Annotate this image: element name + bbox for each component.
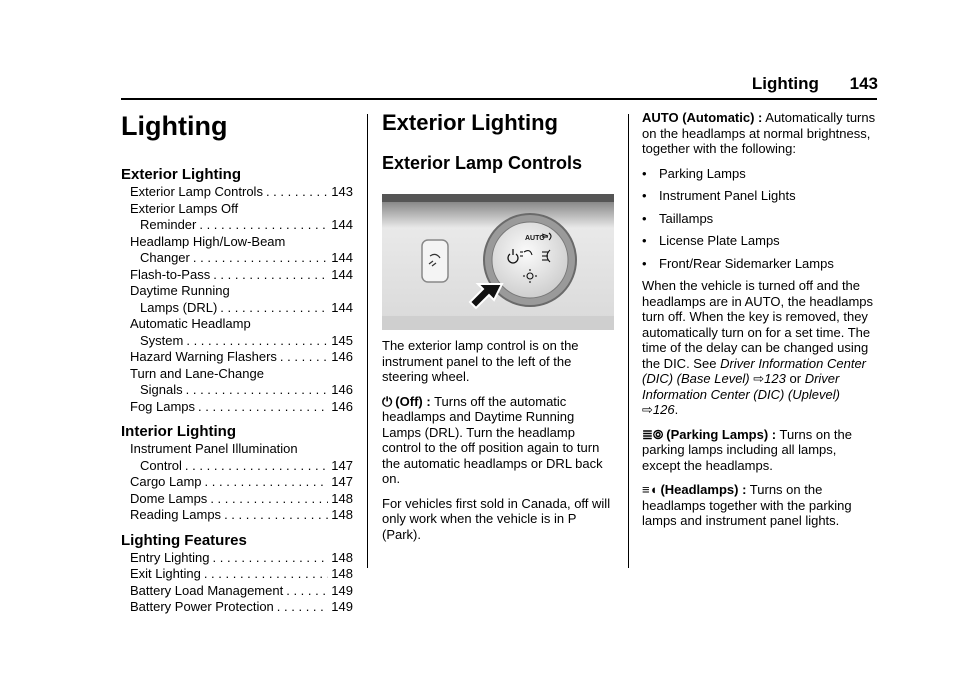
toc-leader-dots <box>286 583 328 600</box>
toc-body <box>121 166 353 616</box>
auto-text: Automatically turns on the headlamps at normal brightness, together with the following: <box>642 110 876 156</box>
canada-paragraph: For vehicles first sold in Canada, off will only work when the vehicle is in P (Park). <box>382 495 611 542</box>
bullet-text: Instrument Panel Lights <box>659 188 796 203</box>
page-header <box>726 74 878 94</box>
ref-page-126[interactable]: 126 <box>652 402 675 417</box>
toc-entry-text: Exit Lighting <box>130 566 201 581</box>
headlamps-text: Turns on the headlamps together with the parking lamps and instrument panel lights. <box>642 482 852 528</box>
power-off-symbol-icon: ⏻ <box>382 393 393 409</box>
toc-entry[interactable] <box>121 474 353 491</box>
bullet-dot: • <box>642 165 647 181</box>
toc-entry-page: 146 <box>331 398 353 414</box>
toc-entry-text: Instrument Panel Illumination <box>130 441 298 456</box>
toc-leader-dots <box>213 550 329 567</box>
section-heading: Exterior Lighting <box>382 110 558 135</box>
toc-entry-text: Exterior Lamps Off <box>130 200 239 216</box>
ref-or-text: or <box>789 371 802 386</box>
bullet-dot: • <box>642 188 647 203</box>
lamp-control-figure <box>382 194 614 330</box>
ref-page-123[interactable]: 123 <box>764 371 786 386</box>
off-paragraph <box>382 394 614 487</box>
toc-leader-dots <box>213 267 328 284</box>
header-section-title: Lighting <box>751 74 819 93</box>
bullet-item <box>642 188 878 204</box>
column-divider-1 <box>367 114 368 568</box>
toc-entry-text: Flash-to-Pass <box>130 266 211 282</box>
toc-leader-dots <box>199 217 328 234</box>
toc-entry-text: Reading Lamps <box>130 507 222 522</box>
toc-entry-text: Signals <box>140 382 183 397</box>
toc-entry[interactable] <box>121 349 353 366</box>
toc-leader-dots <box>185 458 328 475</box>
toc-entry[interactable] <box>121 550 353 567</box>
toc-entry[interactable] <box>121 491 353 508</box>
toc-entry-text: Daytime Running <box>130 283 230 298</box>
ref-link-dic-uplevel[interactable]: Driver Information Center (DIC) (Uplevel) <box>642 371 840 402</box>
toc-entry-text: Battery Power Protection <box>130 599 274 614</box>
toc-section-heading: Interior Lighting <box>121 423 236 440</box>
toc-entry-page: 148 <box>331 507 353 522</box>
toc-entry[interactable] <box>121 599 353 616</box>
ref-arrow-icon: ⇨ <box>753 371 765 386</box>
toc-entry-page: 148 <box>331 566 353 581</box>
bullet-item <box>642 211 878 227</box>
column-2 <box>382 110 614 551</box>
toc-entry-text: Exterior Lamp Controls <box>130 184 263 199</box>
toc-leader-dots <box>198 399 328 416</box>
toc-entry[interactable] <box>121 507 353 524</box>
toc-entry-page: 147 <box>331 474 353 489</box>
intro-paragraph: The exterior lamp control is on the instrument panel to the left of the steering wheel. <box>382 338 579 384</box>
toc-entry[interactable] <box>121 566 353 583</box>
header-page-number: 143 <box>849 74 878 93</box>
toc-leader-dots <box>186 382 329 399</box>
bullet-dot: • <box>642 210 647 226</box>
ref-link-dic-base[interactable]: Driver Information Center (DIC) (Base Level) <box>642 355 867 386</box>
toc-entry-page: 145 <box>331 332 353 348</box>
toc-entry-text: Fog Lamps <box>130 398 196 414</box>
header-rule <box>121 98 877 100</box>
subsection-heading: Exterior Lamp Controls <box>382 153 583 173</box>
toc-entry-page: 148 <box>331 490 353 506</box>
auto-label: AUTO (Automatic) : <box>642 110 763 125</box>
off-label: (Off) : <box>395 393 431 409</box>
toc-entry[interactable] <box>121 441 353 474</box>
parking-label: (Parking Lamps) : <box>666 426 777 442</box>
bullet-text: Front/Rear Sidemarker Lamps <box>659 255 834 271</box>
toc-entry[interactable] <box>121 283 353 316</box>
bullet-dot: • <box>642 255 647 271</box>
toc-leader-dots <box>220 300 328 317</box>
toc-leader-dots <box>205 474 329 491</box>
toc-entry-text: Entry Lighting <box>130 549 210 565</box>
turnoff-text: When the vehicle is turned off and the headlamps are in AUTO, the headlamps turn off. When the key is removed, they automatically turn on for a set time. The time of the delay can be changed using the DIC. See <box>642 278 874 371</box>
knob-auto-label: AUTO <box>525 235 545 242</box>
column-3 <box>642 110 878 538</box>
toc-entry-page: 144 <box>331 299 353 315</box>
toc-entry-page: 143 <box>331 184 353 199</box>
parking-text: Turns on the parking lamps including all lamps, except the headlamps. <box>642 426 852 473</box>
toc-entry-page: 148 <box>331 549 353 565</box>
toc-entry[interactable] <box>121 316 353 349</box>
toc-entry-text: Hazard Warning Flashers <box>130 349 277 364</box>
lamp-control-knob <box>492 222 568 298</box>
parking-lamps-symbol-icon: ≣⦾ <box>642 426 664 442</box>
toc-entry[interactable] <box>121 201 353 234</box>
toc-entry-text: Automatic Headlamp <box>130 316 251 331</box>
toc-entry[interactable] <box>121 234 353 267</box>
toc-entry-page: 149 <box>331 599 353 614</box>
toc-entry[interactable] <box>121 583 353 600</box>
toc-title: Lighting <box>121 111 228 141</box>
auto-bullet-list <box>642 166 878 272</box>
toc-entry-text: Dome Lamps <box>130 490 208 506</box>
headlamp-switch-button <box>422 240 448 282</box>
toc-section-heading: Exterior Lighting <box>121 166 241 183</box>
headlamps-label: (Headlamps) : <box>660 482 747 497</box>
toc-entry-page: 144 <box>331 250 353 265</box>
toc-leader-dots <box>193 250 328 267</box>
bullet-item <box>642 233 878 249</box>
turnoff-paragraph: When the vehicle is turned off and the headlamps are in AUTO, the headlamps turn off. When the key is removed, they automatically turn on for a set time. The time of the delay can be changed using the DIC. See Driver Information Center (DIC) (Base Level) ⇨123 or Driver Information Center (DIC) (Uplevel) ⇨126. <box>642 278 874 417</box>
toc-entry-page: 149 <box>331 582 353 598</box>
toc-leader-dots <box>210 491 328 508</box>
bullet-item <box>642 166 878 182</box>
toc-entry-page: 144 <box>331 266 353 282</box>
toc-leader-dots <box>277 599 329 616</box>
off-text: Turns off the automatic headlamps and Daytime Running Lamps (DRL). Turn the headlamp control to the off position again to turn the automatic headlamps or DRL back on. <box>382 393 603 486</box>
toc-entry-page: 144 <box>331 217 353 232</box>
toc-column <box>121 110 353 616</box>
toc-entry-page: 146 <box>331 349 353 364</box>
toc-entry[interactable] <box>121 366 353 399</box>
toc-entry-text: Control <box>140 457 182 473</box>
toc-entry-text: Lamps (DRL) <box>140 299 218 315</box>
toc-leader-dots <box>266 184 328 201</box>
toc-entry-page: 147 <box>331 457 353 473</box>
toc-entry-text: Cargo Lamp <box>130 474 202 489</box>
toc-entry[interactable] <box>121 399 353 416</box>
headlamps-symbol-icon: ≡◖ <box>642 482 658 497</box>
toc-entry-text: Turn and Lane-Change <box>130 365 264 381</box>
auto-paragraph <box>642 110 878 157</box>
ref-arrow-icon: ⇨ <box>642 402 653 417</box>
toc-leader-dots <box>224 507 328 524</box>
toc-entry-text: System <box>140 332 184 348</box>
column-divider-2 <box>628 114 629 568</box>
bullet-text: License Plate Lamps <box>659 233 780 248</box>
toc-entry-text: Reminder <box>140 217 197 232</box>
toc-entry[interactable] <box>121 267 353 284</box>
toc-section-heading: Lighting Features <box>121 531 247 549</box>
bullet-dot: • <box>642 233 647 248</box>
headlamps-paragraph <box>642 482 878 529</box>
toc-entry[interactable] <box>121 184 353 201</box>
toc-entry-page: 146 <box>331 382 353 397</box>
toc-entry-text: Battery Load Management <box>130 582 284 598</box>
parking-paragraph <box>642 427 878 474</box>
toc-entry-text: Changer <box>140 250 190 265</box>
toc-leader-dots <box>204 566 328 583</box>
bullet-text: Parking Lamps <box>659 165 746 181</box>
bullet-item <box>642 256 878 272</box>
toc-entry-text: Headlamp High/Low-Beam <box>130 233 286 249</box>
toc-leader-dots <box>186 333 328 350</box>
bullet-text: Taillamps <box>659 210 714 226</box>
toc-leader-dots <box>280 349 328 366</box>
